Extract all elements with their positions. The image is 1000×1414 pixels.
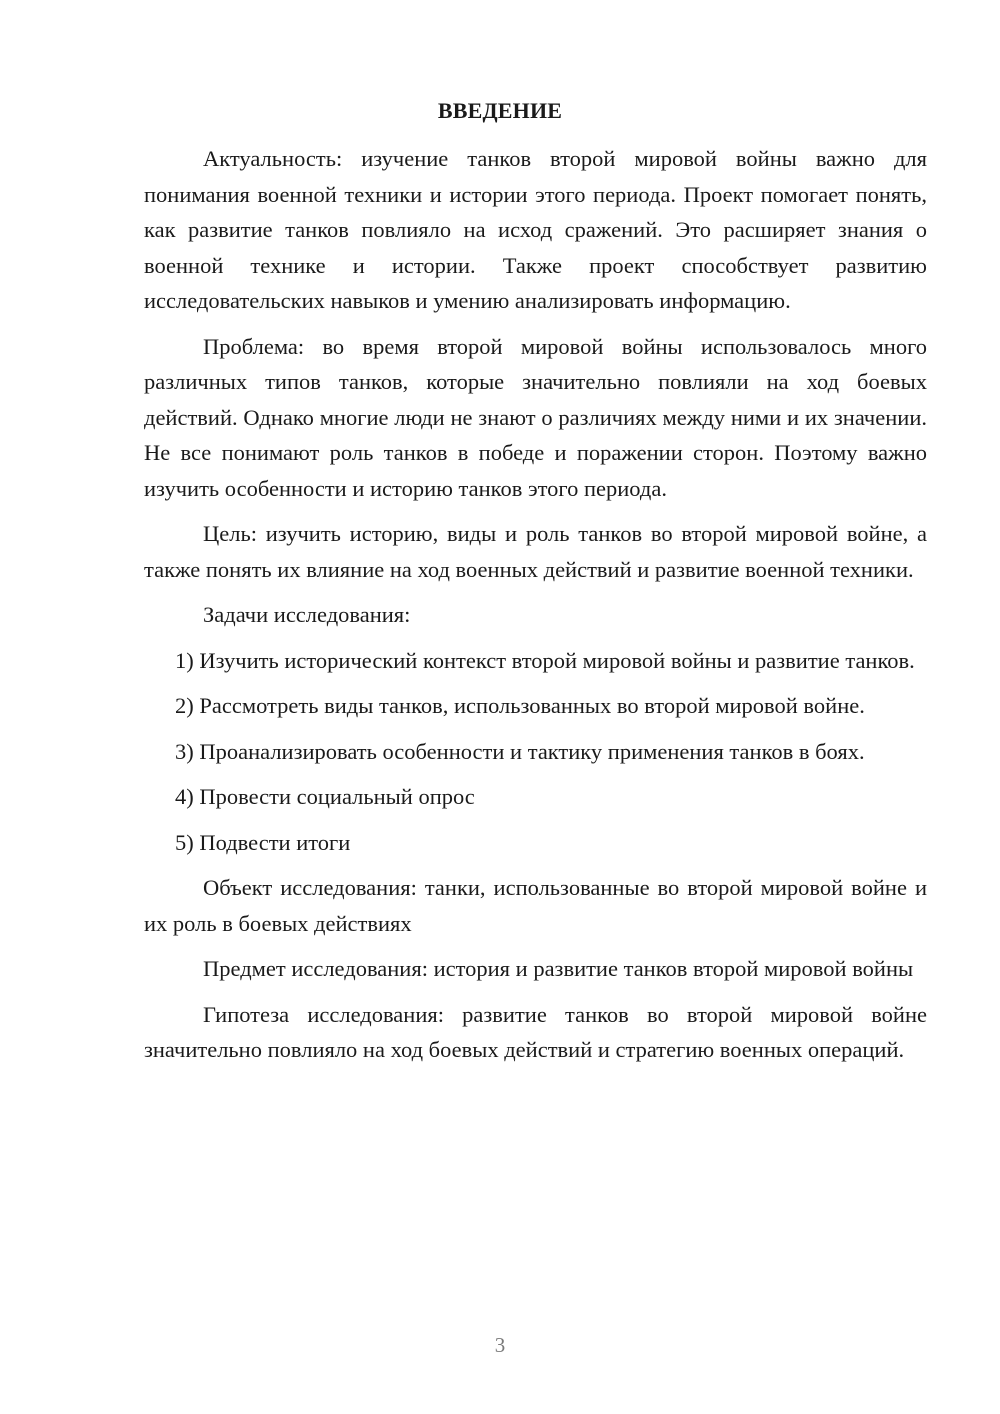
goal-paragraph: Цель: изучить историю, виды и роль танков во второй мировой войне, а также понять их влияние на ход военных действий и развитие военной техники. <box>144 521 927 582</box>
problem-paragraph: Проблема: во время второй мировой войны использовалось много различных типов танков, которые значительно повлияли на ход боевых действий. Однако многие люди не знают о различиях между ними и их значении. Не все понимают роль танков в победе и поражении сторон. Поэтому важно изучить особенности и историю танков этого периода. <box>144 333 927 501</box>
task-item-5: 5) Подвести итоги <box>175 829 351 855</box>
task-item-3: 3) Проанализировать особенности и тактику применения танков в боях. <box>175 738 865 764</box>
research-hypothesis-paragraph: Гипотеза исследования: развитие танков во второй мировой войне значительно повлияло на ход боевых действий и стратегию военных операций. <box>144 1001 927 1062</box>
research-object-paragraph: Объект исследования: танки, использованные во второй мировой войне и их роль в боевых действиях <box>144 875 927 936</box>
tasks-heading: Задачи исследования: <box>203 602 411 627</box>
section-title: ВВЕДЕНИЕ <box>437 98 563 123</box>
relevance-paragraph: Актуальность: изучение танков второй мировой войны важно для понимания военной техники и истории этого периода. Проект помогает понять, как развитие танков повлияло на исход сражений. Это расширяет знания о военной технике и истории. Также проект способствует развитию исследовательских навыков и умению анализировать информацию. <box>144 146 927 313</box>
task-item-1: 1) Изучить исторический контекст второй мировой войны и развитие танков. <box>175 647 915 673</box>
task-item-2: 2) Рассмотреть виды танков, использованных во второй мировой войне. <box>175 693 865 718</box>
body-text <box>144 141 927 1078</box>
task-item-4: 4) Провести социальный опрос <box>175 784 475 809</box>
page-number: 3 <box>494 1333 506 1357</box>
research-subject-paragraph: Предмет исследования: история и развитие танков второй мировой войны <box>203 956 914 981</box>
